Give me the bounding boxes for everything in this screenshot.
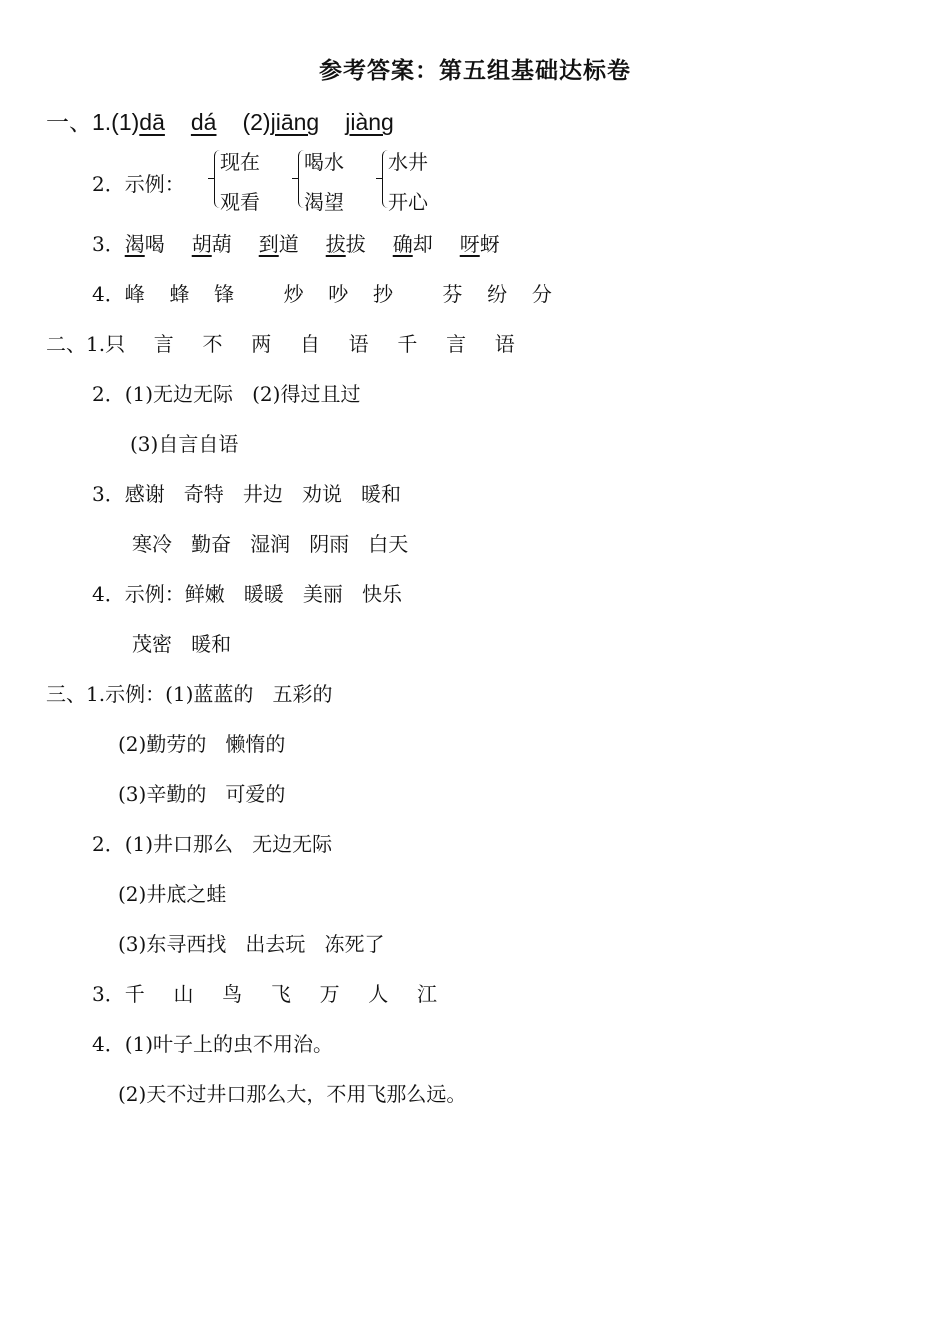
s3-q2a: 2．(1)井口那么 无边无际 [92, 832, 333, 856]
pinyin-1b: dá [190, 109, 217, 135]
s1-q3-label: 3． [92, 232, 125, 256]
s3-q2b: (2)井底之蛙 [118, 882, 227, 906]
s1-q1-prefix: 一、1.(1) [46, 109, 140, 135]
s1-q4: 4．峰 蜂 锋 炒 吵 抄 芬 纷 分 [92, 282, 552, 306]
s3-q4a: 4．(1)叶子上的虫不用治。 [92, 1032, 334, 1056]
s2-q3a: 3．感谢 奇特 井边 劝说 暖和 [92, 482, 402, 506]
page-title: 参考答案：第五组基础达标卷 [319, 58, 631, 84]
s1-q1 [46, 108, 394, 136]
s3-q4b: (2)天不过井口那么大，不用飞那么远。 [118, 1082, 467, 1106]
s1-q1-sub2: (2) [242, 109, 271, 135]
s2-q2a: 2．(1)无边无际 (2)得过且过 [92, 382, 361, 406]
s2-q4a: 4．示例：鲜嫩 暖暖 美丽 快乐 [92, 582, 402, 606]
s2-q3b: 寒冷 勤奋 湿润 阴雨 白天 [132, 532, 409, 556]
pinyin-2a: jiāng [270, 109, 320, 135]
s2-q1: 二、1.只 言 不 两 自 语 千 言 语 [46, 332, 515, 356]
pinyin-2b: jiàng [345, 109, 394, 135]
pinyin-1a: dā [139, 109, 165, 135]
word-group-1: 现在 观看 [220, 150, 260, 214]
s3-q2c: (3)东寻西找 出去玩 冻死了 [118, 932, 385, 956]
word-group-2: 喝水 渴望 [304, 150, 344, 214]
s1-q3: 3．渴喝 胡葫 到道 拔拔 确却 呀蚜 [92, 232, 500, 256]
s1-q2-label: 2．示例： [92, 172, 185, 196]
word-group-3: 水井 开心 [388, 150, 428, 214]
s3-q3: 3．千 山 鸟 飞 万 人 江 [92, 982, 438, 1006]
s2-q4b: 茂密 暖和 [132, 632, 232, 656]
s3-q1b: (2)勤劳的 懒惰的 [118, 732, 286, 756]
s2-q2b: (3)自言自语 [130, 432, 239, 456]
s3-q1a: 三、1.示例：(1)蓝蓝的 五彩的 [46, 682, 333, 706]
s3-q1c: (3)辛勤的 可爱的 [118, 782, 286, 806]
